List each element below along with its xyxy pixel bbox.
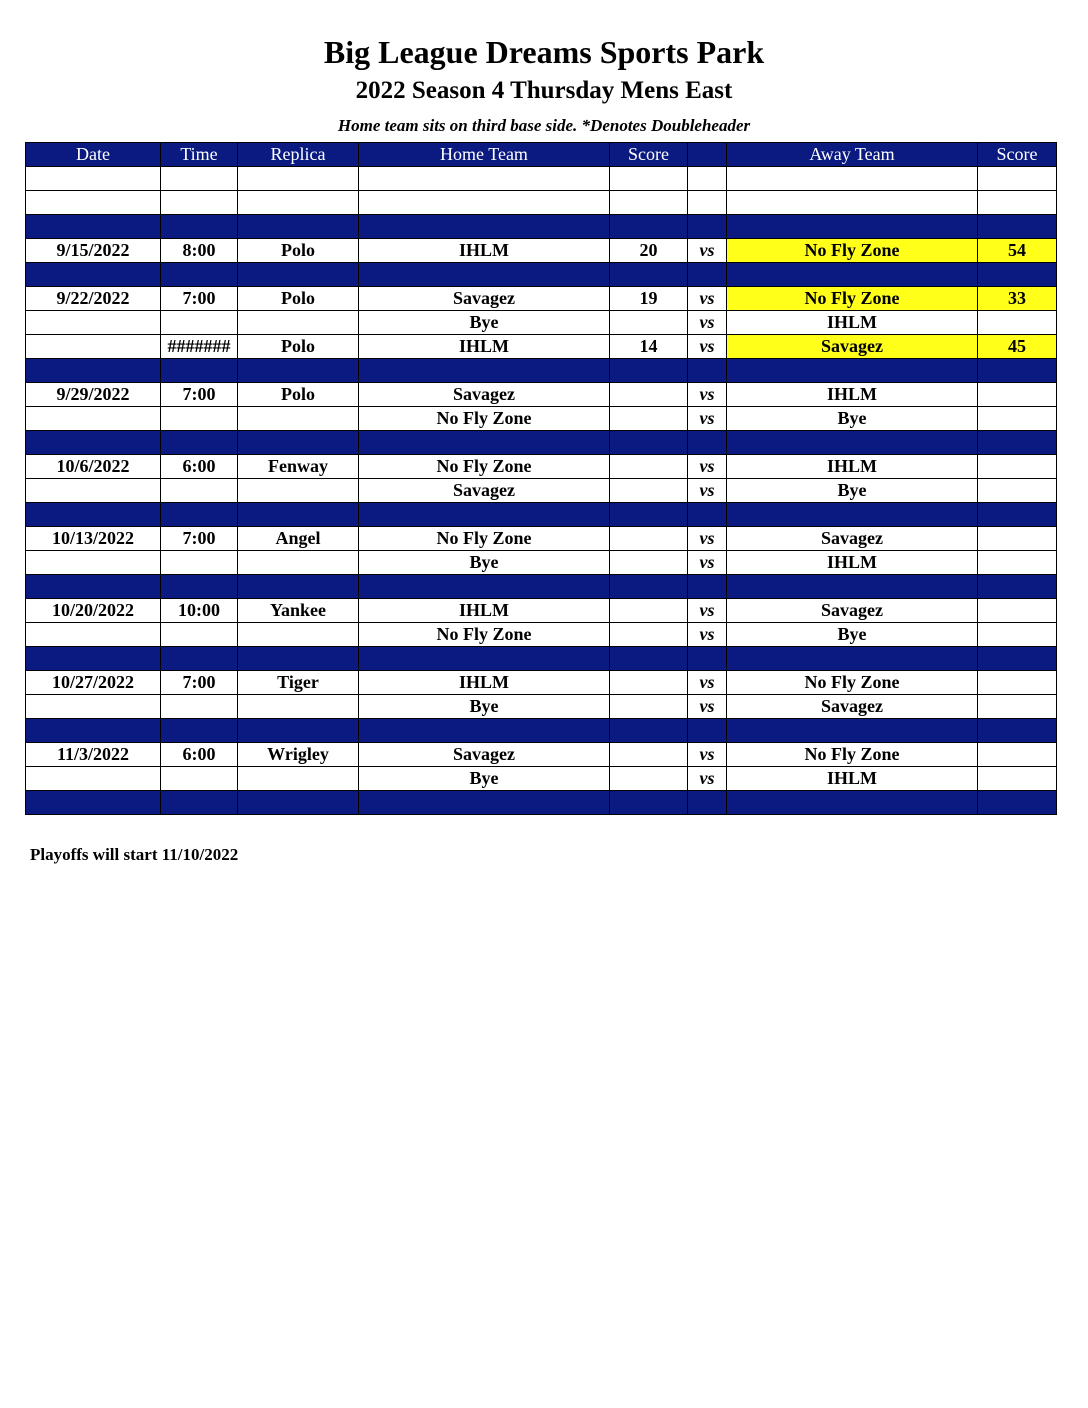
cell-vs: vs (688, 623, 727, 647)
cell-home-team: Savagez (359, 287, 610, 311)
cell-time: 6:00 (161, 743, 238, 767)
cell-replica: Fenway (238, 455, 359, 479)
cell-date (26, 431, 161, 455)
cell-away-score (978, 215, 1057, 239)
column-header-replica: Replica (238, 143, 359, 167)
cell-vs (688, 647, 727, 671)
cell-date (26, 695, 161, 719)
game-row (26, 479, 1057, 503)
cell-vs: vs (688, 551, 727, 575)
cell-home-team: Bye (359, 311, 610, 335)
cell-away-score (978, 455, 1057, 479)
cell-date (26, 791, 161, 815)
cell-vs (688, 431, 727, 455)
cell-replica (238, 431, 359, 455)
game-row (26, 599, 1057, 623)
cell-away-score (978, 551, 1057, 575)
cell-away-score (978, 479, 1057, 503)
cell-away-team: Bye (727, 623, 978, 647)
cell-home-team: IHLM (359, 671, 610, 695)
cell-home-team: IHLM (359, 239, 610, 263)
game-row (26, 695, 1057, 719)
game-row (26, 455, 1057, 479)
cell-home-score (610, 719, 688, 743)
cell-replica (238, 311, 359, 335)
cell-replica (238, 719, 359, 743)
cell-away-score (978, 191, 1057, 215)
column-header-time: Time (161, 143, 238, 167)
cell-vs: vs (688, 599, 727, 623)
cell-away-team (727, 719, 978, 743)
cell-home-score (610, 455, 688, 479)
cell-home-team (359, 191, 610, 215)
cell-vs (688, 167, 727, 191)
cell-home-score (610, 551, 688, 575)
cell-away-team: No Fly Zone (727, 239, 978, 263)
cell-date (26, 263, 161, 287)
cell-replica: Polo (238, 383, 359, 407)
cell-home-score (610, 623, 688, 647)
game-row (26, 623, 1057, 647)
cell-vs: vs (688, 407, 727, 431)
cell-time: 7:00 (161, 527, 238, 551)
cell-date (26, 335, 161, 359)
game-row (26, 311, 1057, 335)
cell-vs: vs (688, 335, 727, 359)
cell-home-team: IHLM (359, 335, 610, 359)
cell-replica: Wrigley (238, 743, 359, 767)
separator-row (26, 647, 1057, 671)
cell-date (26, 767, 161, 791)
game-row (26, 239, 1057, 263)
cell-home-team (359, 215, 610, 239)
cell-home-team (359, 167, 610, 191)
cell-away-team (727, 503, 978, 527)
cell-vs: vs (688, 671, 727, 695)
cell-away-team (727, 359, 978, 383)
cell-replica (238, 167, 359, 191)
cell-time (161, 215, 238, 239)
separator-row (26, 263, 1057, 287)
cell-date: 10/20/2022 (26, 599, 161, 623)
cell-date (26, 551, 161, 575)
cell-replica (238, 191, 359, 215)
cell-home-score (610, 383, 688, 407)
cell-home-score: 20 (610, 239, 688, 263)
cell-home-team: Bye (359, 767, 610, 791)
game-row (26, 527, 1057, 551)
cell-replica (238, 359, 359, 383)
game-row (26, 287, 1057, 311)
playoffs-note: Playoffs will start 11/10/2022 (30, 845, 239, 864)
cell-home-score (610, 311, 688, 335)
column-header-away-team: Away Team (727, 143, 978, 167)
cell-home-team: IHLM (359, 599, 610, 623)
cell-time (161, 551, 238, 575)
cell-away-score (978, 311, 1057, 335)
cell-home-team: Bye (359, 695, 610, 719)
cell-date: 10/27/2022 (26, 671, 161, 695)
cell-time (161, 647, 238, 671)
cell-home-score (610, 479, 688, 503)
cell-time (161, 263, 238, 287)
cell-home-team: Savagez (359, 479, 610, 503)
game-row (26, 383, 1057, 407)
cell-home-score (610, 767, 688, 791)
cell-home-score (610, 263, 688, 287)
separator-row (26, 503, 1057, 527)
cell-home-score (610, 575, 688, 599)
cell-vs (688, 215, 727, 239)
cell-date: 9/22/2022 (26, 287, 161, 311)
doubleheader-note: Home team sits on third base side. *Denotes Doubleheader (337, 116, 751, 135)
cell-time: 7:00 (161, 287, 238, 311)
cell-replica: Polo (238, 335, 359, 359)
cell-away-team: Savagez (727, 527, 978, 551)
cell-replica (238, 551, 359, 575)
cell-away-score (978, 671, 1057, 695)
cell-vs: vs (688, 287, 727, 311)
cell-home-team (359, 791, 610, 815)
cell-replica (238, 575, 359, 599)
cell-home-team: Savagez (359, 743, 610, 767)
column-header-home-score: Score (610, 143, 688, 167)
cell-home-score (610, 503, 688, 527)
cell-home-team (359, 719, 610, 743)
cell-time (161, 431, 238, 455)
game-row (26, 743, 1057, 767)
cell-time (161, 503, 238, 527)
separator-row (26, 791, 1057, 815)
cell-away-team: No Fly Zone (727, 287, 978, 311)
cell-away-team (727, 215, 978, 239)
cell-time: 10:00 (161, 599, 238, 623)
cell-time (161, 191, 238, 215)
separator-row (26, 359, 1057, 383)
column-header-vs (688, 143, 727, 167)
cell-replica (238, 263, 359, 287)
cell-away-score (978, 791, 1057, 815)
cell-vs (688, 719, 727, 743)
blank-row (26, 191, 1057, 215)
cell-time: 8:00 (161, 239, 238, 263)
game-row (26, 407, 1057, 431)
cell-away-team (727, 263, 978, 287)
column-header-away-score: Score (978, 143, 1057, 167)
cell-home-score (610, 215, 688, 239)
cell-replica: Yankee (238, 599, 359, 623)
cell-away-score (978, 383, 1057, 407)
separator-row (26, 575, 1057, 599)
cell-vs (688, 263, 727, 287)
cell-away-team: No Fly Zone (727, 743, 978, 767)
cell-date: 11/3/2022 (26, 743, 161, 767)
cell-away-score (978, 767, 1057, 791)
cell-date (26, 623, 161, 647)
cell-replica (238, 647, 359, 671)
cell-away-score (978, 527, 1057, 551)
cell-vs: vs (688, 527, 727, 551)
cell-time: ####### (161, 335, 238, 359)
cell-time: 6:00 (161, 455, 238, 479)
cell-time (161, 767, 238, 791)
cell-away-score (978, 263, 1057, 287)
cell-replica (238, 695, 359, 719)
cell-date (26, 167, 161, 191)
cell-away-team (727, 791, 978, 815)
cell-away-team (727, 431, 978, 455)
cell-away-score (978, 167, 1057, 191)
cell-date (26, 479, 161, 503)
cell-replica (238, 479, 359, 503)
cell-replica (238, 791, 359, 815)
cell-replica (238, 623, 359, 647)
cell-away-score (978, 623, 1057, 647)
cell-time (161, 623, 238, 647)
cell-vs: vs (688, 239, 727, 263)
cell-home-score (610, 527, 688, 551)
cell-home-team (359, 431, 610, 455)
cell-home-team (359, 263, 610, 287)
cell-home-score (610, 671, 688, 695)
cell-away-team: No Fly Zone (727, 671, 978, 695)
cell-home-team (359, 647, 610, 671)
cell-away-team: IHLM (727, 455, 978, 479)
separator-row (26, 431, 1057, 455)
cell-home-score (610, 647, 688, 671)
column-header-date: Date (26, 143, 161, 167)
cell-home-score (610, 791, 688, 815)
cell-vs: vs (688, 695, 727, 719)
cell-home-team (359, 359, 610, 383)
cell-time (161, 695, 238, 719)
cell-away-team: IHLM (727, 767, 978, 791)
cell-vs: vs (688, 311, 727, 335)
cell-home-score: 19 (610, 287, 688, 311)
game-row (26, 335, 1057, 359)
cell-replica: Polo (238, 239, 359, 263)
cell-away-team: Bye (727, 407, 978, 431)
cell-home-team: Bye (359, 551, 610, 575)
cell-home-team (359, 503, 610, 527)
cell-away-score (978, 575, 1057, 599)
cell-time: 7:00 (161, 383, 238, 407)
cell-vs: vs (688, 479, 727, 503)
cell-away-score (978, 431, 1057, 455)
cell-time (161, 479, 238, 503)
cell-vs: vs (688, 383, 727, 407)
cell-date (26, 575, 161, 599)
cell-away-team (727, 575, 978, 599)
cell-away-team: Savagez (727, 695, 978, 719)
cell-vs (688, 791, 727, 815)
cell-time (161, 791, 238, 815)
game-row (26, 671, 1057, 695)
cell-home-team: No Fly Zone (359, 527, 610, 551)
cell-time: 7:00 (161, 671, 238, 695)
cell-home-score (610, 695, 688, 719)
cell-date (26, 719, 161, 743)
cell-away-team (727, 167, 978, 191)
cell-replica (238, 407, 359, 431)
cell-away-team (727, 191, 978, 215)
cell-replica: Tiger (238, 671, 359, 695)
cell-replica: Angel (238, 527, 359, 551)
cell-time (161, 167, 238, 191)
cell-away-score (978, 359, 1057, 383)
cell-home-score: 14 (610, 335, 688, 359)
cell-away-score (978, 695, 1057, 719)
separator-row (26, 719, 1057, 743)
cell-away-score (978, 743, 1057, 767)
cell-date (26, 191, 161, 215)
game-row (26, 551, 1057, 575)
page-title: Big League Dreams Sports Park (323, 34, 765, 70)
cell-away-team: IHLM (727, 383, 978, 407)
schedule-body (26, 167, 1057, 815)
cell-date: 10/6/2022 (26, 455, 161, 479)
cell-date (26, 311, 161, 335)
cell-vs (688, 503, 727, 527)
cell-replica (238, 503, 359, 527)
cell-home-team: No Fly Zone (359, 407, 610, 431)
cell-home-score (610, 431, 688, 455)
cell-date: 10/13/2022 (26, 527, 161, 551)
cell-home-score (610, 743, 688, 767)
cell-date (26, 503, 161, 527)
header-row (26, 143, 1057, 167)
cell-vs (688, 359, 727, 383)
cell-away-team: Savagez (727, 599, 978, 623)
cell-vs: vs (688, 743, 727, 767)
cell-home-team: Savagez (359, 383, 610, 407)
cell-replica (238, 767, 359, 791)
cell-date (26, 647, 161, 671)
cell-away-score (978, 503, 1057, 527)
cell-vs (688, 575, 727, 599)
cell-home-score (610, 191, 688, 215)
cell-time (161, 359, 238, 383)
game-row (26, 767, 1057, 791)
cell-away-score (978, 407, 1057, 431)
cell-time (161, 311, 238, 335)
cell-date: 9/29/2022 (26, 383, 161, 407)
cell-date (26, 407, 161, 431)
cell-home-score (610, 407, 688, 431)
cell-home-team: No Fly Zone (359, 623, 610, 647)
cell-home-score (610, 599, 688, 623)
cell-away-score: 45 (978, 335, 1057, 359)
column-header-home-team: Home Team (359, 143, 610, 167)
cell-away-score (978, 599, 1057, 623)
schedule-table (25, 142, 1057, 815)
cell-away-team: IHLM (727, 551, 978, 575)
cell-away-score: 54 (978, 239, 1057, 263)
cell-date: 9/15/2022 (26, 239, 161, 263)
cell-date (26, 215, 161, 239)
cell-away-team: IHLM (727, 311, 978, 335)
page-subtitle: 2022 Season 4 Thursday Mens East (355, 77, 733, 104)
cell-time (161, 719, 238, 743)
cell-time (161, 575, 238, 599)
cell-away-score (978, 719, 1057, 743)
blank-row (26, 167, 1057, 191)
cell-replica (238, 215, 359, 239)
cell-away-team: Bye (727, 479, 978, 503)
cell-date (26, 359, 161, 383)
cell-away-score: 33 (978, 287, 1057, 311)
cell-home-team: No Fly Zone (359, 455, 610, 479)
cell-vs: vs (688, 455, 727, 479)
cell-home-score (610, 167, 688, 191)
cell-home-team (359, 575, 610, 599)
separator-row (26, 215, 1057, 239)
cell-away-team: Savagez (727, 335, 978, 359)
cell-home-score (610, 359, 688, 383)
cell-vs: vs (688, 767, 727, 791)
cell-vs (688, 191, 727, 215)
cell-away-score (978, 647, 1057, 671)
cell-away-team (727, 647, 978, 671)
cell-time (161, 407, 238, 431)
cell-replica: Polo (238, 287, 359, 311)
